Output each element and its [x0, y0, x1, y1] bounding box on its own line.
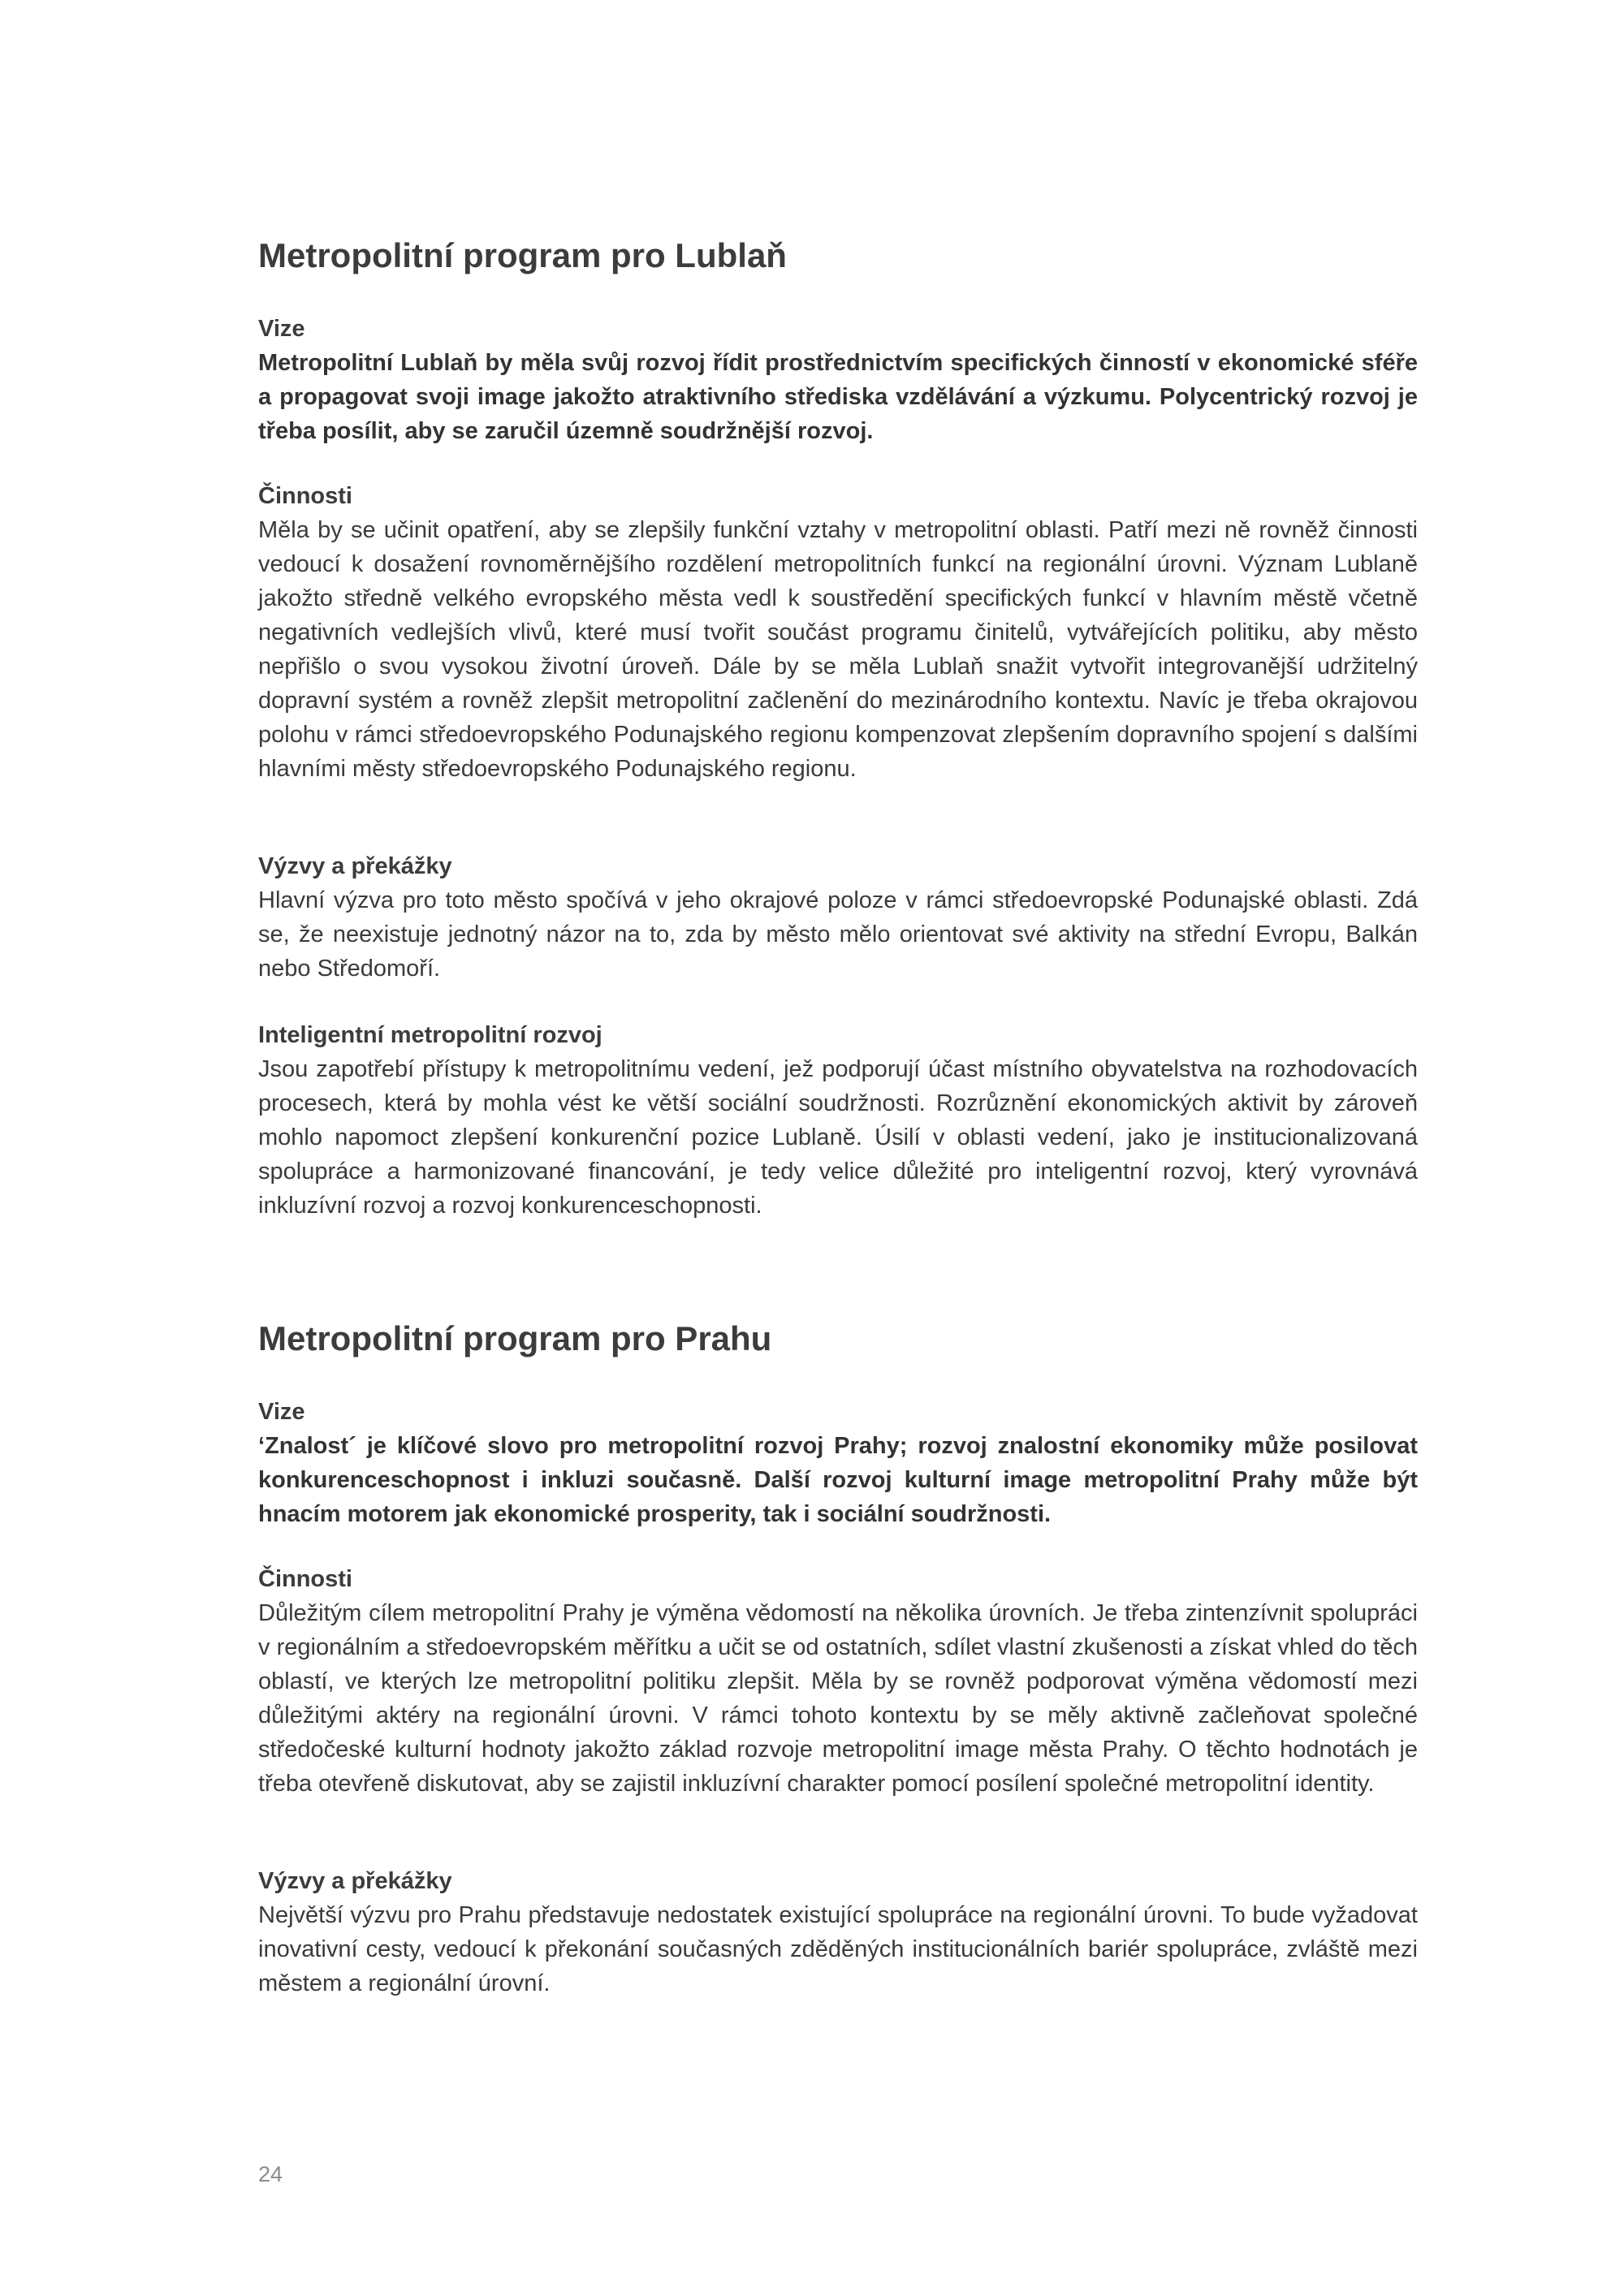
vision-text-prague: ‘Znalost´ je klíčové slovo pro metropolitní rozvoj Prahy; rozvoj znalostní ekonomiky může posilovat konkurenceschopnost i inkluzi současně. Další rozvoj kulturní image metropolitní Prahy může být hnacím motorem jak ekonomické prosperity, tak i sociální soudržnosti.	[258, 1433, 1418, 1527]
activities-label-prague: Činnosti	[258, 1566, 352, 1592]
activities-label-ljubljana: Činnosti	[258, 483, 352, 509]
challenges-text-ljubljana: Hlavní výzva pro toto město spočívá v jeho okrajové poloze v rámci středoevropské Podunajské oblasti. Zdá se, že neexistuje jednotný názor na to, zda by město mělo orientovat své aktivity na střední Evropu, Balkán nebo Středomoří.	[258, 887, 1418, 982]
section-title-prague: Metropolitní program pro Prahu	[258, 1319, 772, 1357]
smart-development-label-ljubljana: Inteligentní metropolitní rozvoj	[258, 1022, 603, 1048]
activities-text-ljubljana: Měla by se učinit opatření, aby se zlepšily funkční vztahy v metropolitní oblasti. Patří mezi ně rovněž činnosti vedoucí k dosažení rovnoměrnějšího rozdělení metropolitních funkcí na regionální úrovni. Význam Lublaně jakožto středně velkého evropského města vedl k soustředění specifických funkcí v hlavním městě včetně negativních vedlejších vlivů, které musí tvořit součást programu činitelů, vytvářejících politiku, aby město nepřišlo o svou vysokou životní úroveň. Dále by se měla Lublaň snažit vytvořit integrovanější udržitelný dopravní systém a rovněž zlepšit metropolitní začlenění do mezinárodního kontextu. Navíc je třeba okrajovou polohu v rámci středoevropského Podunajského regionu kompenzovat zlepšením dopravního spojení s dalšími hlavními městy středoevropského Podunajského regionu.	[258, 517, 1418, 782]
challenges-label-prague: Výzvy a překážky	[258, 1868, 452, 1894]
section-title-ljubljana: Metropolitní program pro Lublaň	[258, 236, 787, 274]
page-number: 24	[258, 2162, 283, 2186]
challenges-text-prague: Největší výzvu pro Prahu představuje nedostatek existující spolupráce na regionální úrovni. To bude vyžadovat inovativní cesty, vedoucí k překonání současných zděděných institucionálních bariér spolupráce, zvláště mezi městem a regionální úrovní.	[258, 1902, 1418, 1996]
vision-label-ljubljana: Vize	[258, 316, 305, 342]
vision-text-ljubljana: Metropolitní Lublaň by měla svůj rozvoj řídit prostřednictvím specifických činností v ekonomické sféře a propagovat svoji image jakožto atraktivního střediska vzdělávání a výzkumu. Polycentrický rozvoj je třeba posílit, aby se zaručil územně soudržnější rozvoj.	[258, 350, 1418, 444]
vision-label-prague: Vize	[258, 1399, 305, 1425]
activities-text-prague: Důležitým cílem metropolitní Prahy je výměna vědomostí na několika úrovních. Je třeba zintenzívnit spolupráci v regionálním a středoevropském měřítku a učit se od ostatních, sdílet vlastní zkušenosti a získat vhled do těch oblastí, ve kterých lze metropolitní politiku zlepšit. Měla by se rovněž podporovat výměna vědomostí mezi důležitými aktéry na regionální úrovni. V rámci tohoto kontextu by se měly aktivně začleňovat společné středočeské kulturní hodnoty jakožto základ rozvoje metropolitní image města Prahy. O těchto hodnotách je třeba otevřeně diskutovat, aby se zajistil inkluzívní charakter pomocí posílení společné metropolitní identity.	[258, 1600, 1418, 1797]
challenges-label-ljubljana: Výzvy a překážky	[258, 853, 452, 879]
smart-development-text-ljubljana: Jsou zapotřebí přístupy k metropolitnímu vedení, jež podporují účast místního obyvatelstva na rozhodovacích procesech, která by mohla vést ke větší sociální soudržnosti. Rozrůznění ekonomických aktivit by zároveň mohlo napomoct zlepšení konkurenční pozice Lublaně. Úsilí v oblasti vedení, jako je institucionalizovaná spolupráce a harmonizované financování, je tedy velice důležité pro inteligentní rozvoj, který vyrovnává inkluzívní rozvoj a rozvoj konkurenceschopnosti.	[258, 1056, 1418, 1219]
